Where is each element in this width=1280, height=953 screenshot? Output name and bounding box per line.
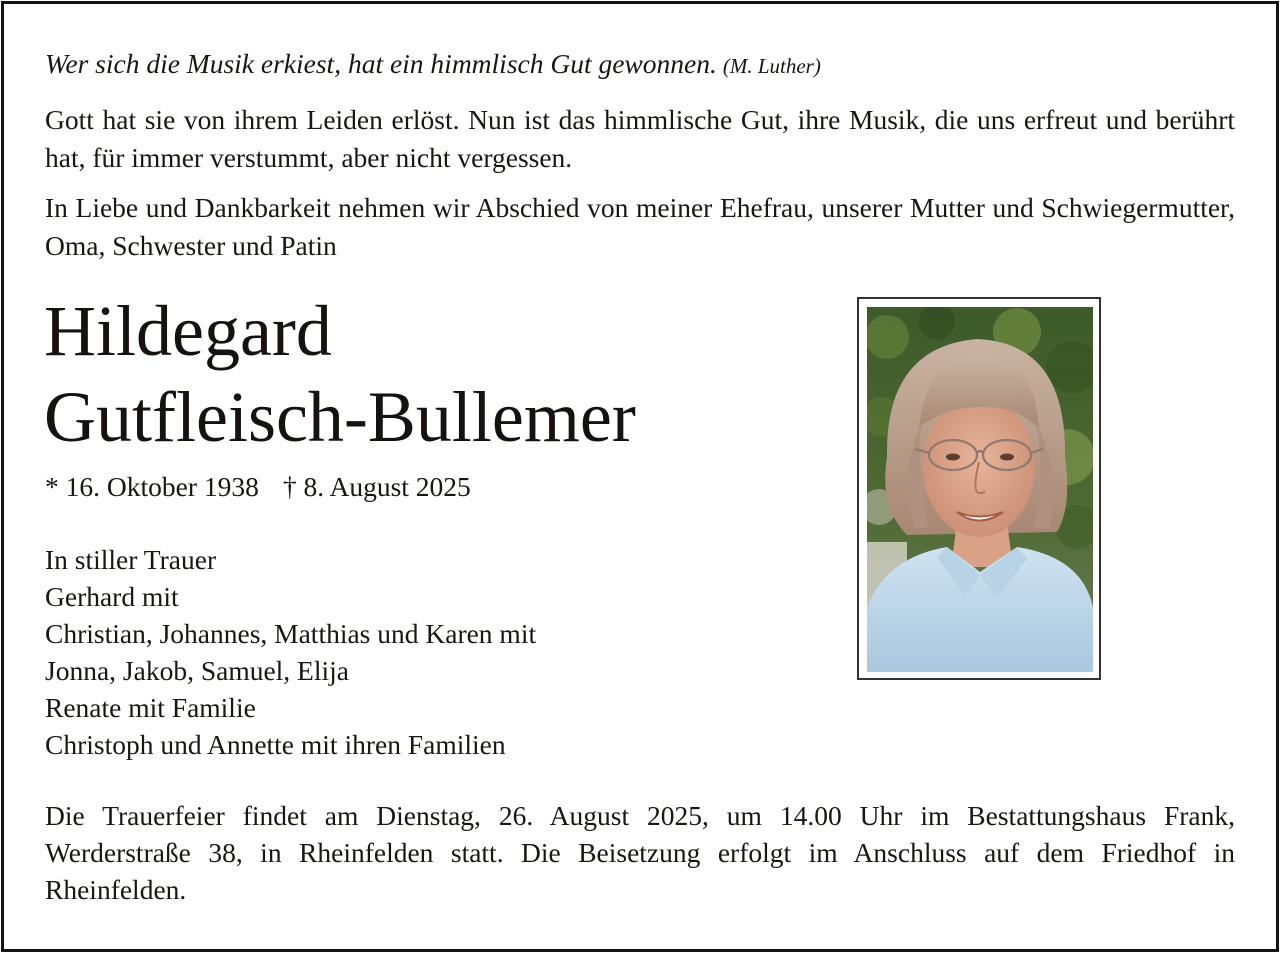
mourners-line: Jonna, Jakob, Samuel, Elija bbox=[45, 655, 349, 686]
mourners-list bbox=[45, 541, 536, 763]
mourners-line: Christian, Johannes, Matthias und Karen mit bbox=[45, 618, 537, 649]
portrait-photo bbox=[867, 307, 1093, 672]
birth-date: * 16. Oktober 1938 bbox=[45, 471, 259, 502]
deceased-name bbox=[44, 288, 636, 460]
portrait-frame bbox=[857, 297, 1101, 680]
portrait-illustration bbox=[867, 307, 1093, 672]
motto-author: (M. Luther) bbox=[722, 54, 821, 78]
life-dates bbox=[45, 468, 471, 506]
farewell-paragraph: In Liebe und Dankbarkeit nehmen wir Abschied von meiner Ehefrau, unserer Mutter und Schwiegermutter, Oma, Schwester und Patin bbox=[45, 192, 1235, 261]
mourners-line: Renate mit Familie bbox=[45, 692, 256, 723]
mourners-line: Christoph und Annette mit ihren Familien bbox=[45, 729, 506, 760]
mourners-line: Gerhard mit bbox=[45, 581, 179, 612]
last-name: Gutfleisch-Bullemer bbox=[44, 377, 636, 457]
intro-paragraph: Gott hat sie von ihrem Leiden erlöst. Nun ist das himmlische Gut, ihre Musik, die uns erfreut und berührt hat, für immer verstummt, aber nicht vergessen. bbox=[45, 104, 1235, 173]
motto-text: Wer sich die Musik erkiest, hat ein himmlisch Gut gewonnen. bbox=[45, 48, 717, 79]
ceremony-paragraph: Die Trauerfeier findet am Dienstag, 26. August 2025, um 14.00 Uhr im Bestattungshaus Frank, Werderstraße 38, in Rheinfelden statt. Die Beisetzung erfolgt im Anschluss auf dem Friedhof in Rheinfelden. bbox=[45, 800, 1235, 905]
first-name: Hildegard bbox=[44, 291, 332, 371]
death-date: † 8. August 2025 bbox=[282, 471, 471, 502]
mourners-line: In stiller Trauer bbox=[45, 544, 217, 575]
motto bbox=[45, 44, 821, 86]
